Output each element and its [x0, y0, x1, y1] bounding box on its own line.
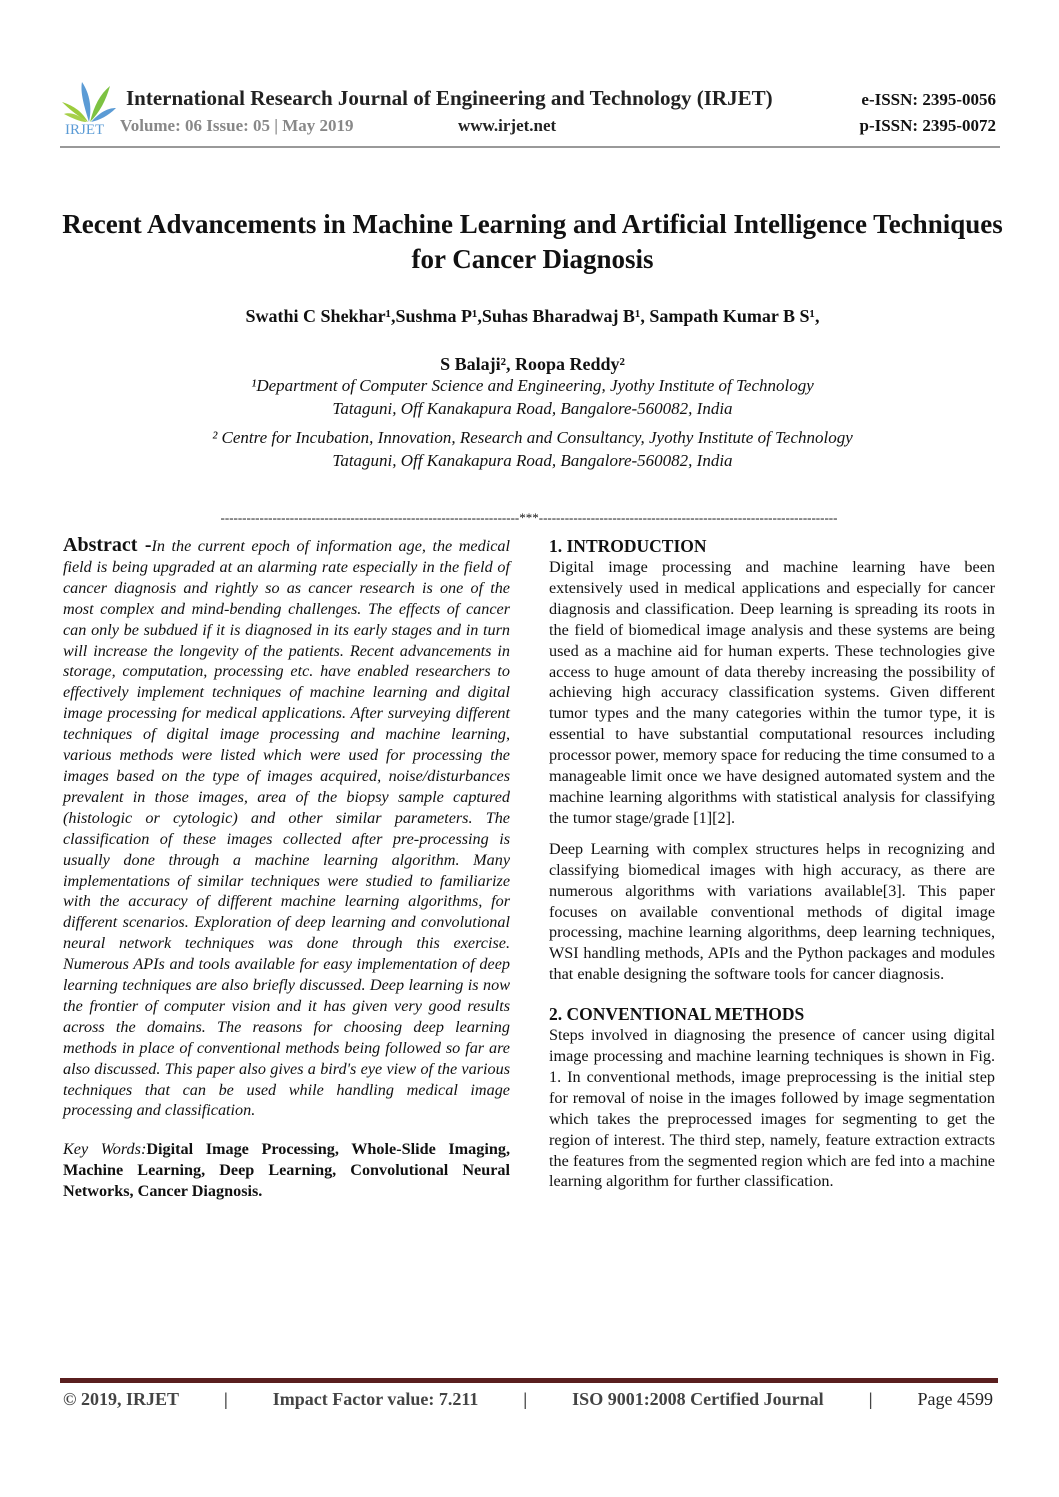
journal-website[interactable]: www.irjet.net: [458, 116, 557, 135]
footer: [63, 1389, 993, 1410]
right-column: [549, 535, 995, 1202]
volume-info: Volume: 06 Issue: 05 | May 2019: [120, 116, 354, 135]
pissn: p-ISSN: 2395-0072: [859, 116, 996, 135]
footer-bar: [60, 1378, 998, 1383]
paper-title: Recent Advancements in Machine Learning and Artificial Intelligence Techniques for Cancer Diagnosis: [62, 209, 1003, 274]
authors-line: S Balaji², Roopa Reddy²: [440, 354, 625, 374]
abstract: [63, 535, 510, 1121]
paragraph: Steps involved in diagnosing the presence of cancer using digital image processing and machine learning techniques is shown in Fig. 1. In conventional methods, image preprocessing is the initial step for removal of noise in the images followed by image segmentation which takes the preprocessed images for segmenting to get the region of interest. The third step, namely, feature extraction extracts the features from the segmented region which are fed into a machine learning algorithm for further classification.: [549, 1026, 995, 1191]
keywords-label: Key Words:: [63, 1140, 147, 1159]
journal-title: International Research Journal of Engineering and Technology (IRJET): [126, 86, 773, 110]
paragraph: Digital image processing and machine learning have been extensively used in medical applications and especially for cancer diagnosis and classification. Deep learning is spreading its roots in the field of biomedical image analysis and these systems are being used as a machine aid for human experts. These technologies give access to huge amount of data thereby increasing the possibility of achieving high accuracy classification systems. Given different tumor types and the many categories within the tumor type, it is essential to have substantial computational resources including processor power, memory space for reducing the time consumed to a manageable limit once we have designed automated system and the machine learning algorithms with statistical analysis for classifying the tumor stage/grade [1][2].: [549, 558, 995, 827]
footer-separator: |: [868, 1389, 873, 1409]
copyright: © 2019, IRJET: [63, 1389, 179, 1409]
footer-separator: |: [223, 1389, 228, 1409]
affiliation-2: ² Centre for Incubation, Innovation, Research and Consultancy, Jyothy Institute of Technology Tataguni, Off Kanakapura Road, Bangalore-560082, India: [212, 428, 853, 470]
keywords-text: Digital Image Processing, Whole-Slide Imaging, Machine Learning, Deep Learning, Convolutional Neural Networks, Cancer Diagnosis.: [63, 1140, 510, 1201]
abstract-text: In the current epoch of information age, the medical field is being upgraded at an alarming rate especially in the field of cancer diagnosis and rightly so as cancer research is one of the most complex and mind-bending challenges. The effects of cancer can only be subdued if it is diagnosed in its early stages and in turn will increase the longevity of the patients. Recent advancements in storage, computation, processing etc. have enabled researchers to effectively implement techniques of machine learning and digital image processing for medical applications. After surveying different techniques of digital image processing and machine learning, various methods were listed which were used for processing the images based on the type of images acquired, noise/disturbances prevalent in those images, area of the biopsy sample captured (histologic or cytologic) and other similar parameters. The classification of these images collected after pre-processing is usually done through a machine learning algorithm. Many implementations of similar techniques were studied to familiarize with the accuracy of different machine learning algorithms, for different scenarios. Exploration of deep learning and convolutional neural network techniques was done through this exercise. Numerous APIs and tools available for easy implementation of deep learning techniques are also briefly discussed. Deep learning is now the frontier of computer vision and it has given very good results across the domains. The reasons for choosing deep learning methods in place of conventional methods being followed so far are also discussed. This paper also gives a bird's eye view of the various techniques that can be used while handling medical image processing and classification.: [63, 537, 510, 1120]
paragraph: Deep Learning with complex structures helps in recognizing and classifying biomedical images with high accuracy, as there are numerous algorithms with variations available[3]. This paper focuses on available conventional methods of digital image processing, machine learning algorithms, deep learning techniques, WSI handling methods, APIs and the Python packages and modules that enable designing the software tools for cancer diagnosis.: [549, 839, 995, 984]
affiliations: [60, 374, 1005, 478]
header-divider: [60, 146, 1000, 148]
journal-header: [60, 78, 1000, 150]
section-heading-conventional-methods: 2. CONVENTIONAL METHODS: [549, 1004, 805, 1025]
affiliation-1: ¹Department of Computer Science and Engineering, Jyothy Institute of Technology Tataguni, Off Kanakapura Road, Bangalore-560082, India: [251, 376, 814, 418]
eissn: e-ISSN: 2395-0056: [861, 90, 996, 109]
iso-certification: ISO 9001:2008 Certified Journal: [572, 1389, 824, 1409]
impact-factor: Impact Factor value: 7.211: [272, 1389, 479, 1409]
abstract-heading: Abstract -: [63, 534, 152, 556]
footer-separator: |: [523, 1389, 528, 1409]
logo-text: IRJET: [65, 122, 105, 138]
keywords: [63, 1139, 510, 1202]
left-column: [63, 535, 510, 1202]
page-number: Page 4599: [917, 1389, 993, 1409]
section-separator: ---------------------------------------------------------------------***---------------------------------------------------------------------: [220, 510, 838, 525]
authors-line: Swathi C Shekhar¹,Sushma P¹,Suhas Bharadwaj B¹, Sampath Kumar B S¹,: [245, 306, 820, 326]
section-heading-introduction: 1. INTRODUCTION: [549, 536, 707, 556]
